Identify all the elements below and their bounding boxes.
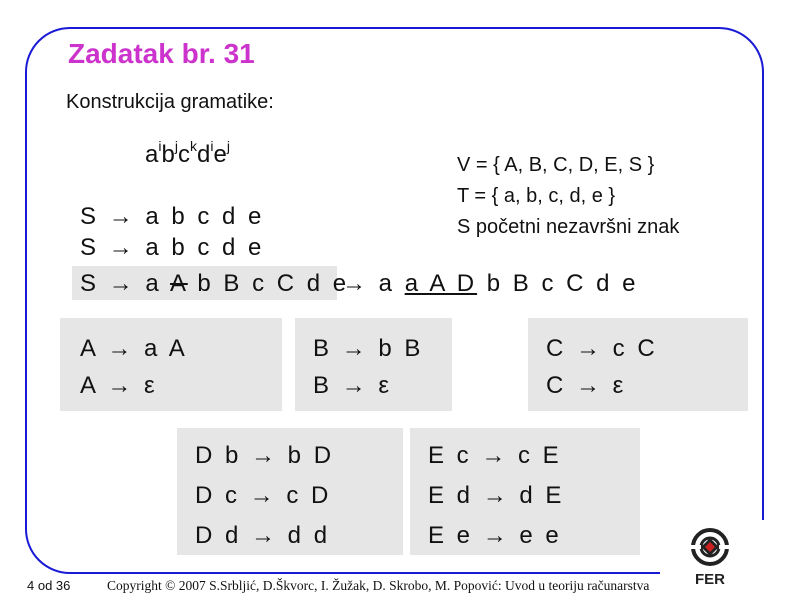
rule-D-2: D c → c D: [195, 482, 332, 509]
rule-C-1: C → c C: [546, 335, 658, 362]
fer-logo-icon: [688, 527, 732, 587]
terminal-set: T = { a, b, c, d, e }: [457, 185, 616, 207]
rule-A-1: A → a A: [80, 335, 188, 362]
start-symbol: S početni nezavršni znak: [457, 216, 680, 238]
page-number: 4 od 36: [27, 578, 71, 593]
rules-box-B: [295, 318, 452, 411]
rule-E-2: E d → d E: [428, 482, 565, 509]
rules-box-D: [177, 428, 403, 555]
slide-title: Zadatak br. 31: [68, 38, 255, 69]
rules-box-A: [60, 318, 282, 411]
nonterminal-set: V = { A, B, C, D, E, S }: [457, 154, 655, 176]
rule-2: S → a b c d e: [80, 234, 265, 261]
rule-B-2: B → ε: [313, 372, 393, 399]
rule-3-derivation: → a a A D b B c C d e: [342, 270, 639, 297]
rules-box-C: [528, 318, 748, 411]
language-definition: $a^ib^jc^kd^ie^j$: [145, 138, 230, 168]
logo-text: FER: [695, 571, 725, 587]
rule-B-1: B → b B: [313, 335, 424, 362]
rule-1: S → a b c d e: [80, 203, 265, 230]
copyright-notice: Copyright © 2007 S.Srbljić, D.Škvorc, I. Žužak, D. Skrobo, M. Popović: Uvod u teoriju računarstva: [107, 578, 650, 593]
rule-A-2: A → ε: [80, 372, 158, 399]
rule-C-2: C → ε: [546, 372, 627, 399]
rule-D-1: D b → b D: [195, 442, 335, 469]
rule-3: S → a A b B c C d e: [80, 270, 350, 297]
rules-box-E: [410, 428, 640, 555]
grammar-sets: [457, 150, 679, 243]
rule-E-3: E e → e e: [428, 522, 562, 549]
rule-D-3: D d → d d: [195, 522, 331, 549]
rule-E-1: E c → c E: [428, 442, 562, 469]
slide-subtitle: Konstrukcija gramatike:: [66, 91, 274, 113]
